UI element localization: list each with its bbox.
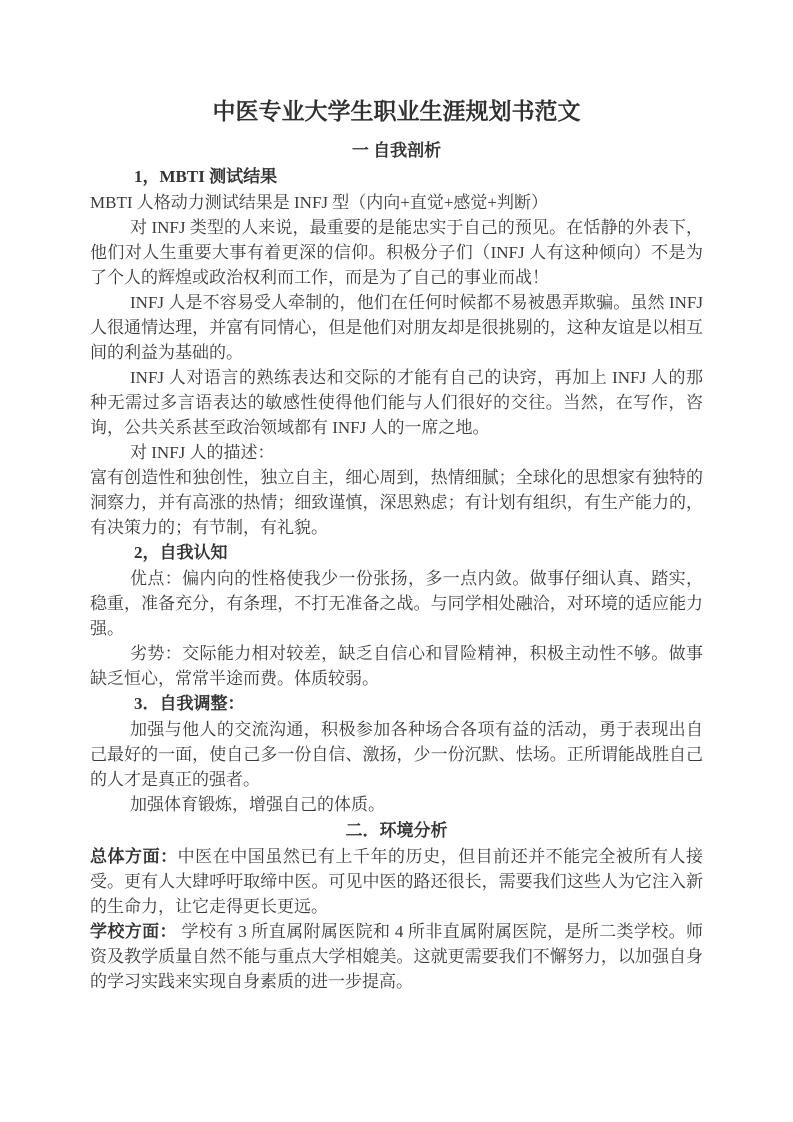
subheading-self-adjustment: 3．自我调整： bbox=[134, 694, 245, 713]
paragraph-infj-2: INFJ 人是不容易受人牵制的，他们在任何时候都不易被愚弄欺骗。虽然 INFJ 人很通情达理，并富有同情心，但是他们对朋友却是很挑剔的，这种友谊是以相互间的利益为基础的。 bbox=[90, 293, 703, 362]
subheading-mbti-result: 1，MBTI 测试结果 bbox=[134, 167, 278, 186]
paragraph-infj-description-body: 富有创造性和独创性，独立自主，细心周到，热情细腻；全球化的思想家有独特的洞察力，并有高涨的热情；细致谨慎，深思熟虑；有计划有组织，有生产能力的，有决策力的；有节制，有礼貌。 bbox=[90, 468, 703, 537]
paragraph-adjustment-1: 加强与他人的交流沟通，积极参加各种场合各项有益的活动，勇于表现出自己最好的一面，使自己多一份自信、激扬，少一份沉默、怯场。正所谓能战胜自己的人才是真正的强者。 bbox=[90, 720, 703, 789]
paragraph-mbti-result: MBTI 人格动力测试结果是 INFJ 型（内向+直觉+感觉+判断） bbox=[90, 193, 549, 212]
paragraph-strengths: 优点：偏内向的性格使我少一份张扬，多一点内敛。做事仔细认真、踏实，稳重，准备充分，有条理，不打无准备之战。与同学相处融洽，对环境的适应能力强。 bbox=[90, 569, 703, 638]
paragraph-overall-aspect bbox=[90, 844, 703, 919]
paragraph-school-aspect bbox=[90, 919, 703, 994]
document-title: 中医专业大学生职业生涯规划书范文 bbox=[212, 99, 581, 124]
paragraph-weaknesses: 劣势：交际能力相对较差，缺乏自信心和冒险精神，积极主动性不够。做事缺乏恒心，常常半途而费。体质较弱。 bbox=[90, 644, 703, 688]
paragraph-adjustment-2: 加强体育锻炼，增强自己的体质。 bbox=[130, 795, 385, 814]
paragraph-overall-text: 中医在中国虽然已有上千年的历史，但目前还并不能完全被所有人接受。更有人大肆呼吁取缔中医。可见中医的路还很长，需要我们这些人为它注入新的生命力，让它走得更长更远。 bbox=[90, 847, 704, 916]
paragraph-overall-label: 总体方面： bbox=[90, 847, 178, 866]
paragraph-infj-3: INFJ 人对语言的熟练表达和交际的才能有自己的诀窍，再加上 INFJ 人的那种无需过多言语表达的敏感性使得他们能与人们很好的交往。当然，在写作，咨询，公共关系甚至政治领域都有 INFJ 人的一席之地。 bbox=[90, 368, 703, 437]
section-heading-environment-analysis: 二．环境分析 bbox=[345, 821, 448, 840]
section-heading-self-analysis: 一 自我剖析 bbox=[351, 141, 442, 160]
paragraph-school-label: 学校方面： bbox=[90, 922, 177, 941]
paragraph-infj-1: 对 INFJ 类型的人来说，最重要的是能忠实于自己的预见。在恬静的外表下，他们对人生重要大事有着更深的信仰。积极分子们（INFJ 人有这种倾向）不是为了个人的辉煌或政治权利而工作，而是为了自己的事业而战！ bbox=[90, 218, 703, 287]
subheading-self-cognition: 2，自我认知 bbox=[134, 543, 228, 562]
paragraph-school-text: 学校有 3 所直属附属医院和 4 所非直属附属医院，是所二类学校。师资及教学质量自然不能与重点大学相媲美。这就更需要我们不懈努力，以加强自身的学习实践来实现自身素质的进一步提高。 bbox=[90, 922, 704, 991]
paragraph-infj-description-lead: 对 INFJ 人的描述： bbox=[130, 443, 275, 462]
